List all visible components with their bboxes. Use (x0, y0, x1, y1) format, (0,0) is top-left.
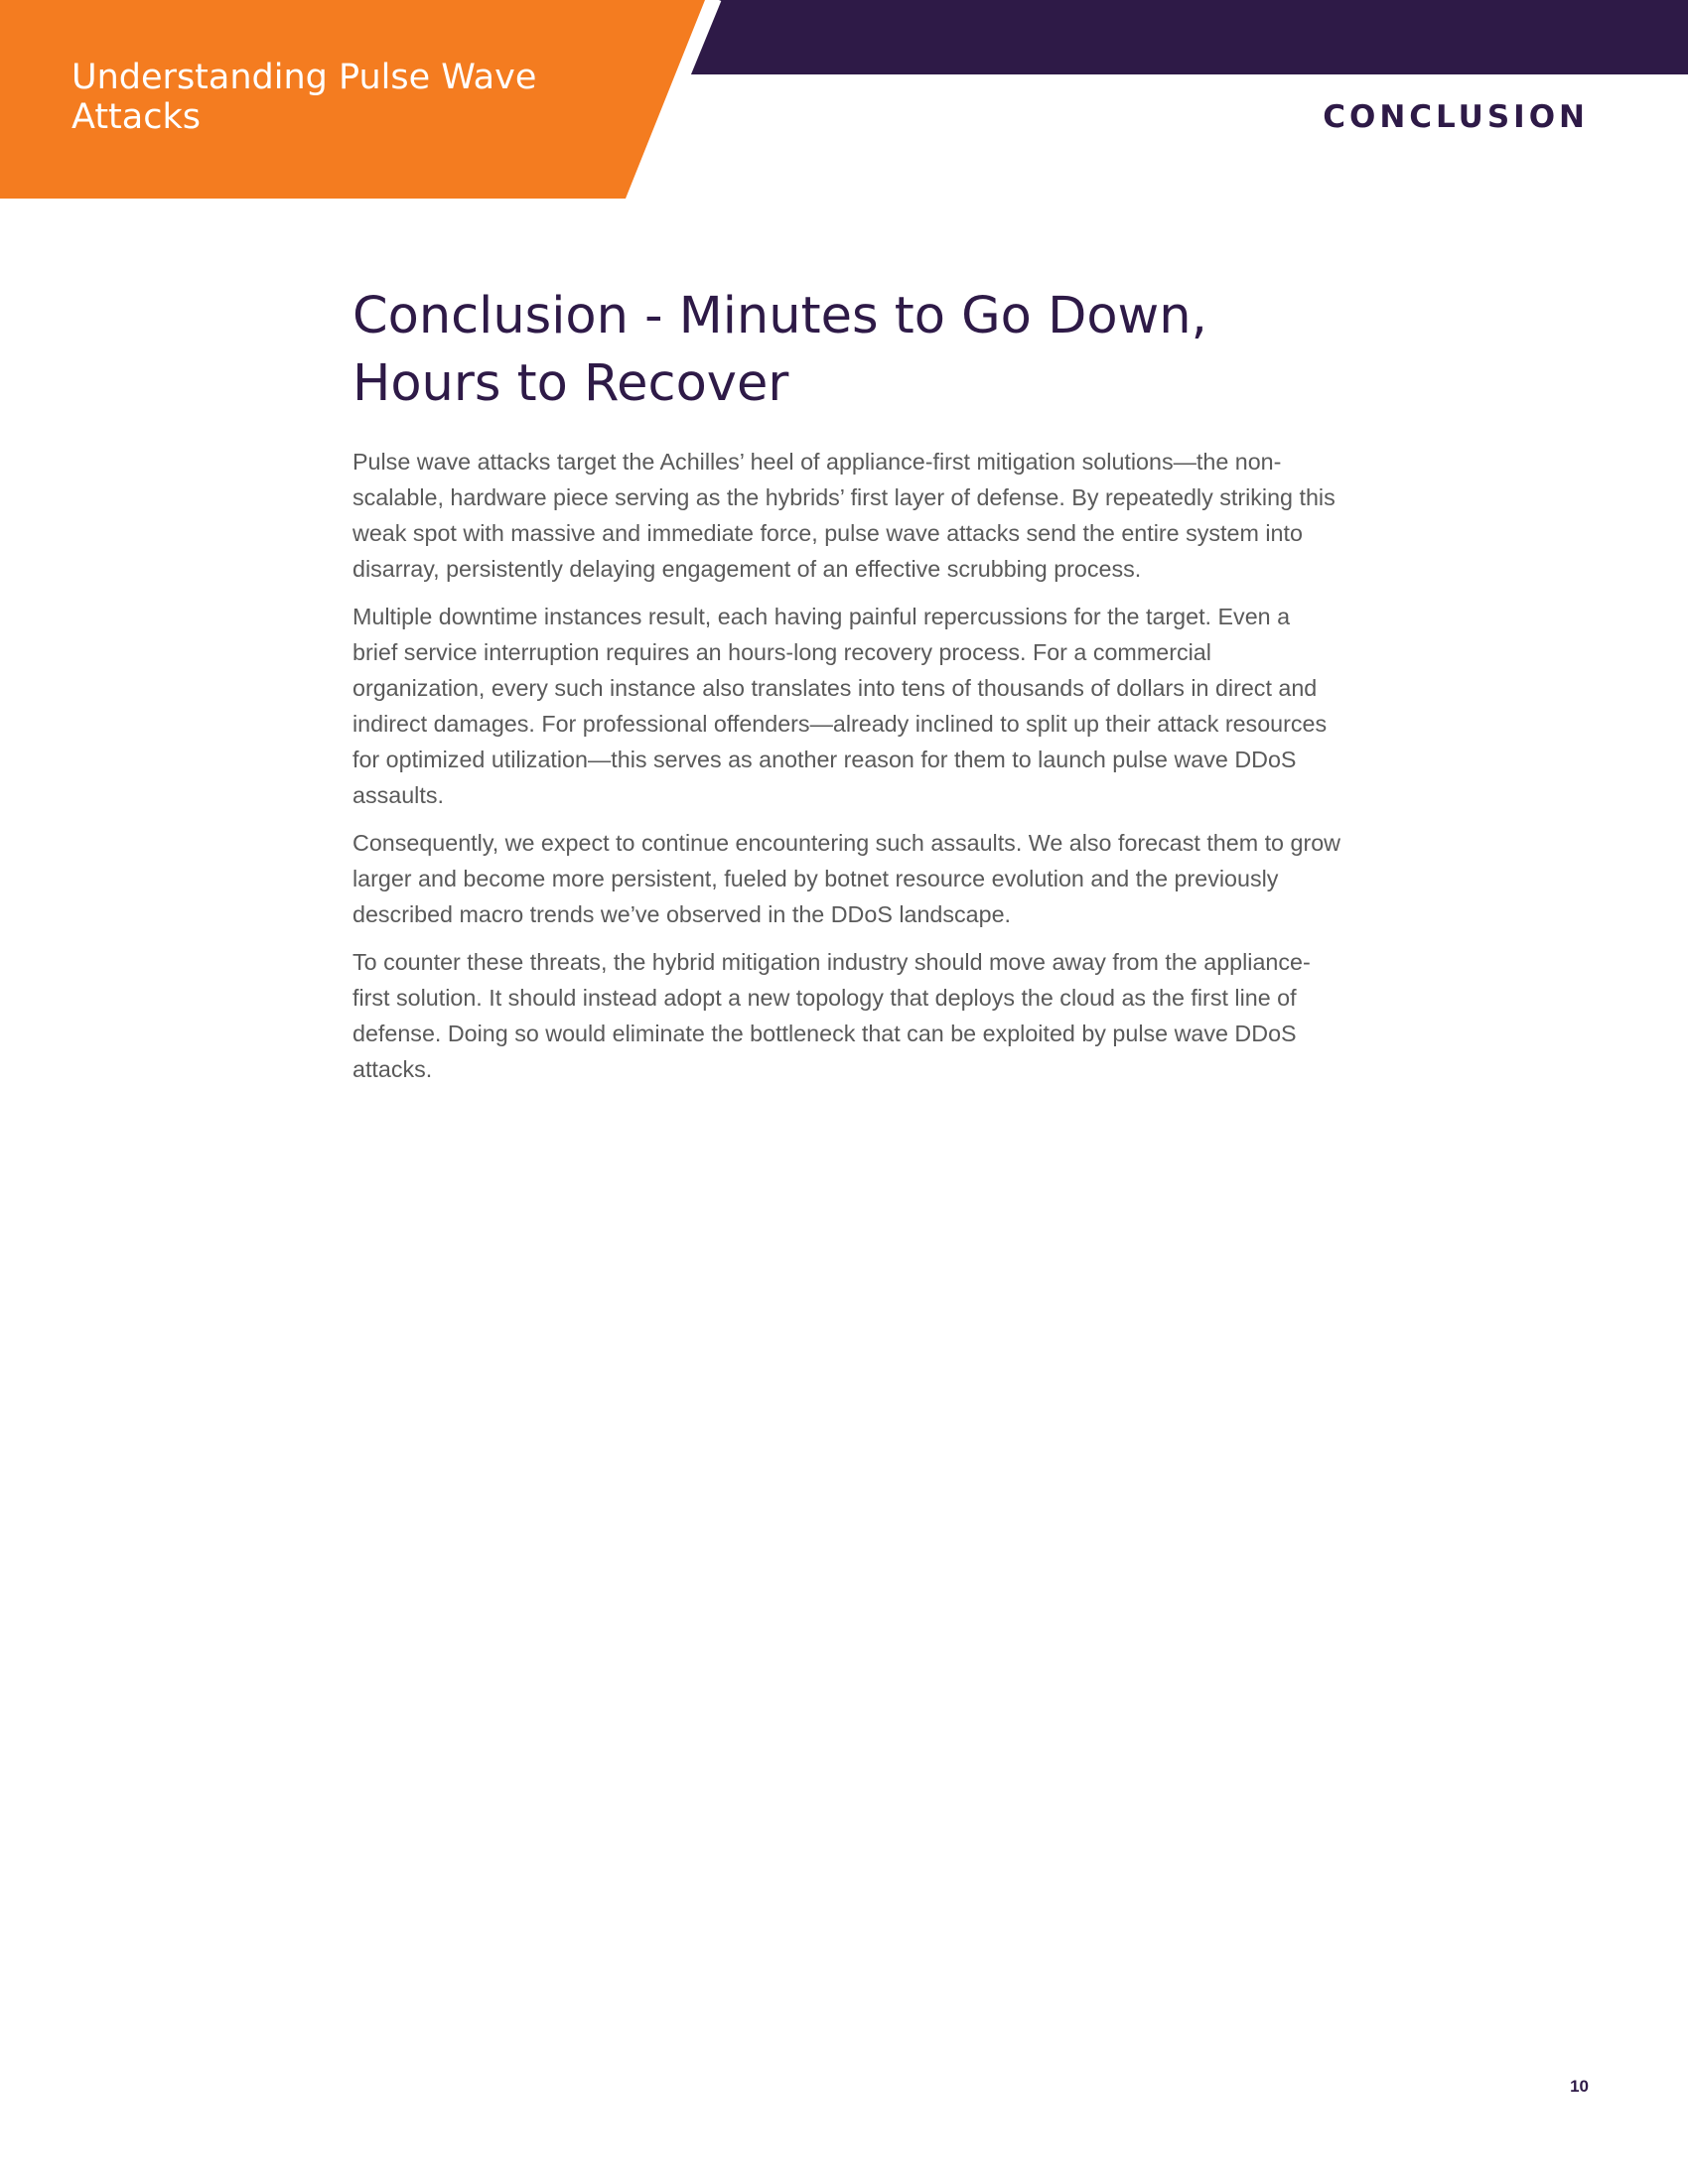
main-content (352, 283, 1340, 1099)
paragraph: Multiple downtime instances result, each having painful repercussions for the target. Even a brief service interruption requires an hours-long recovery process. For a commercial organization, every such instance also translates into tens of thousands of dollars in direct and indirect damages. For professional offenders—already inclined to split up their attack resources for optimized utilization—this serves as another reason for them to launch pulse wave DDoS assaults. (352, 604, 1328, 808)
paragraph: Consequently, we expect to continue encountering such assaults. We also forecast them to grow larger and become more persistent, fueled by botnet resource evolution and the previously described macro trends we’ve observed in the DDoS landscape. (352, 830, 1340, 927)
page-number: 10 (1570, 2077, 1589, 2096)
page-heading: Conclusion - Minutes to Go Down, Hours to Recover (352, 287, 1207, 413)
document-title: Understanding Pulse Wave Attacks (71, 58, 537, 137)
paragraph: Pulse wave attacks target the Achilles’ heel of appliance-first mitigation solutions—the non-scalable, hardware piece serving as the hybrids’ first layer of defense. By repeatedly striking this weak spot with massive and immediate force, pulse wave attacks send the entire system into disarray, persistently delaying engagement of an effective scrubbing process. (352, 449, 1336, 582)
section-label: CONCLUSION (1323, 99, 1589, 135)
paragraph: To counter these threats, the hybrid mitigation industry should move away from the appliance-first solution. It should instead adopt a new topology that deploys the cloud as the first line of defense. Doing so would eliminate the bottleneck that can be exploited by pulse wave DDoS attacks. (352, 949, 1311, 1082)
purple-banner (689, 0, 1688, 74)
